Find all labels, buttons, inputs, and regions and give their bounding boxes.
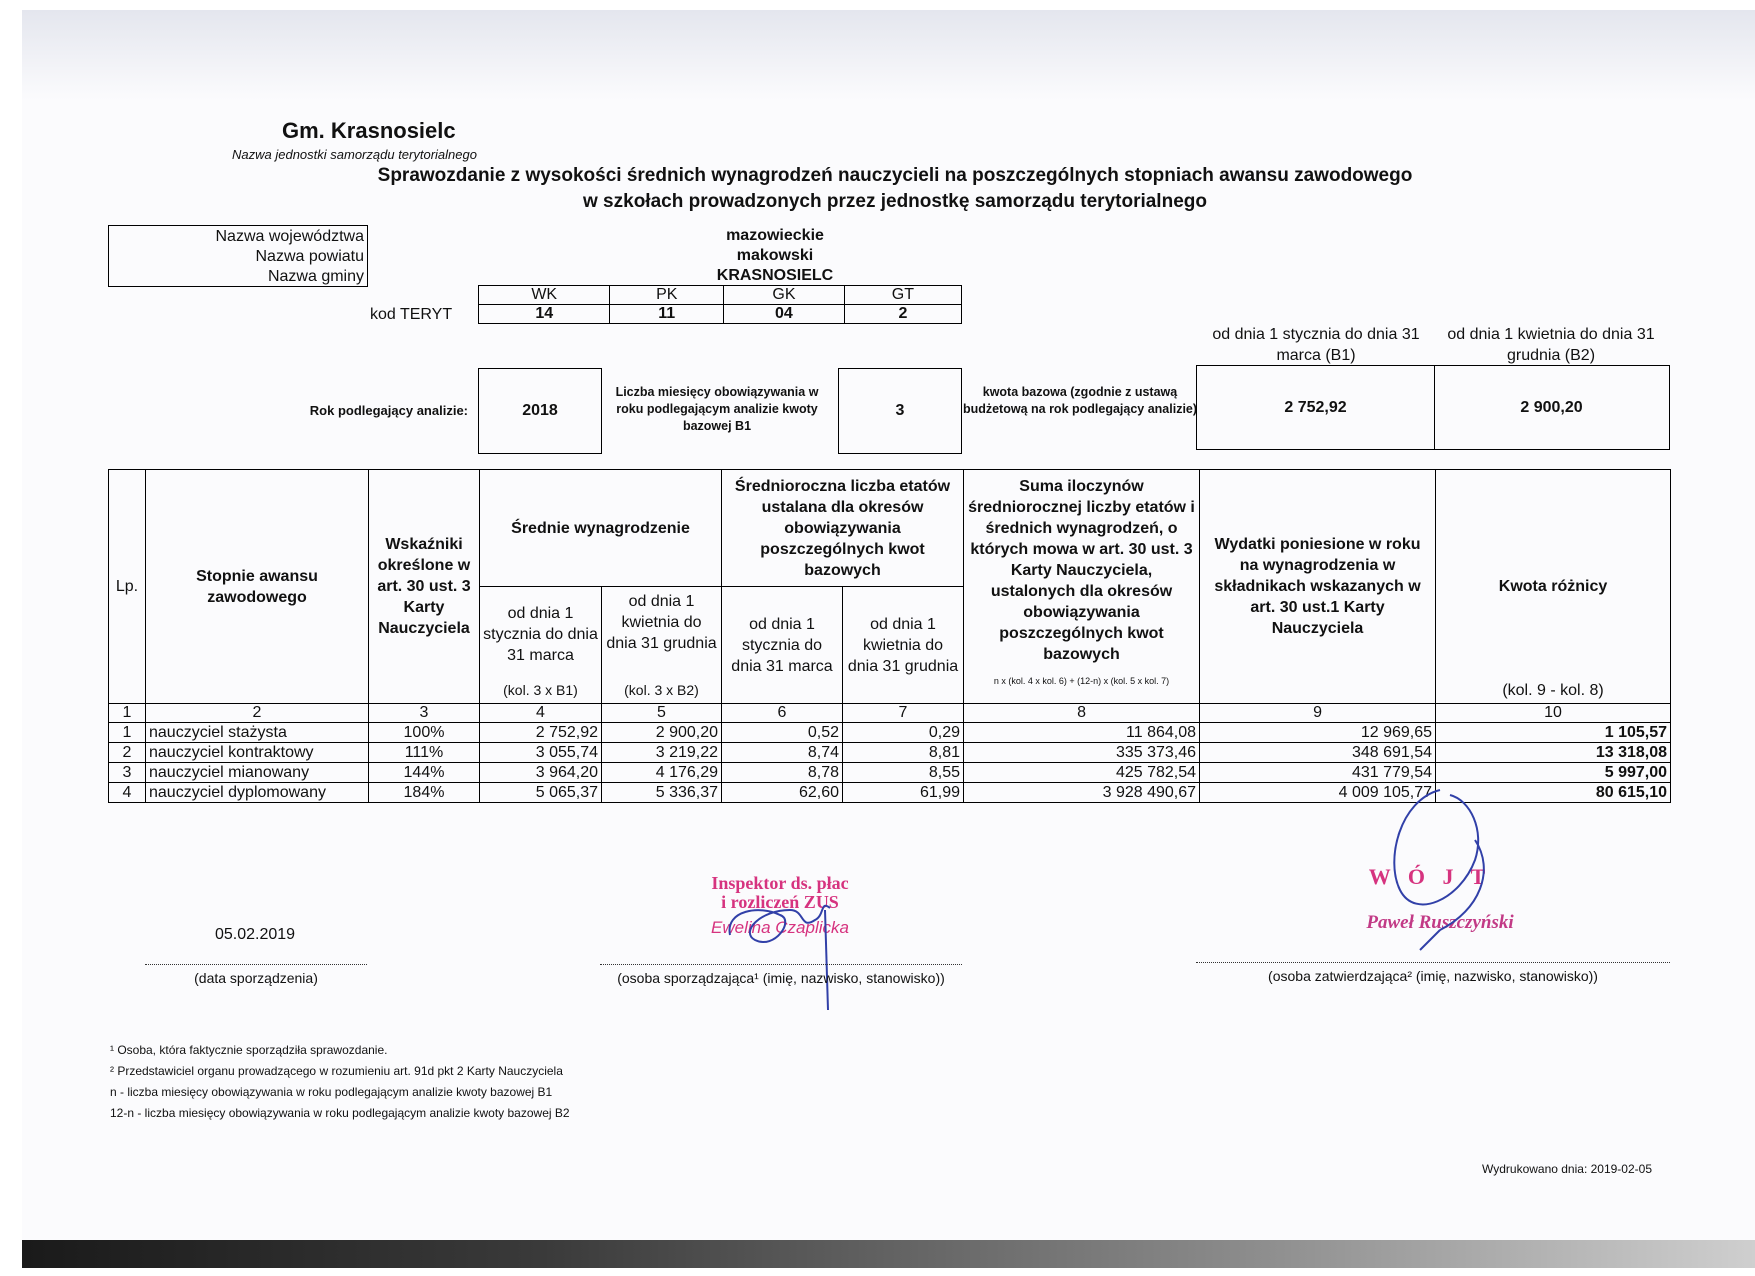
row-etaty-a: 62,60 bbox=[722, 783, 843, 803]
footnote-1: ¹ Osoba, która faktycznie sporządziła sprawozdanie. bbox=[110, 1043, 388, 1057]
col-number: 10 bbox=[1436, 704, 1671, 723]
location-values bbox=[640, 226, 910, 286]
row-srednie-a: 2 752,92 bbox=[480, 723, 602, 743]
footnote-2: ² Przedstawiciel organu prowadzącego w rozumieniu art. 91d pkt 2 Karty Nauczyciela bbox=[110, 1064, 563, 1078]
header-srednie-b bbox=[602, 587, 722, 704]
teryt-header-pk: PK bbox=[610, 286, 724, 305]
header-kwota bbox=[1436, 470, 1671, 704]
col-number: 1 bbox=[109, 704, 146, 723]
county-label: Nazwa powiatu bbox=[255, 248, 364, 265]
teryt-value-gk: 04 bbox=[724, 305, 845, 324]
header-etaty-a: od dnia 1 stycznia do dnia 31 marca bbox=[722, 587, 843, 704]
row-suma: 11 864,08 bbox=[964, 723, 1200, 743]
row-wskaznik: 111% bbox=[369, 743, 480, 763]
date-label: (data sporządzenia) bbox=[194, 970, 318, 986]
teryt-label: kod TERYT bbox=[370, 306, 453, 323]
teryt-header-gk: GK bbox=[724, 286, 845, 305]
header-srednie-b-note: (kol. 3 x B2) bbox=[624, 682, 699, 698]
header-suma-note: n x (kol. 4 x kol. 6) + (12-n) x (kol. 5 x kol. 7) bbox=[993, 676, 1170, 686]
footnote-n: n - liczba miesięcy obowiązywania w roku podlegającym analizie kwoty bazowej B1 bbox=[110, 1085, 553, 1099]
row-suma: 335 373,46 bbox=[964, 743, 1200, 763]
voivodeship-label: Nazwa województwa bbox=[215, 228, 364, 245]
row-wydatki: 12 969,65 bbox=[1200, 723, 1436, 743]
row-suma: 425 782,54 bbox=[964, 763, 1200, 783]
row-srednie-a: 3 055,74 bbox=[480, 743, 602, 763]
row-srednie-a: 5 065,37 bbox=[480, 783, 602, 803]
salary-table bbox=[108, 469, 1671, 803]
row-srednie-b: 2 900,20 bbox=[602, 723, 722, 743]
scan-shade bbox=[22, 10, 1755, 100]
row-lp: 3 bbox=[109, 763, 146, 783]
teryt-header-wk: WK bbox=[479, 286, 610, 305]
footnote-12n: 12-n - liczba miesięcy obowiązywania w roku podlegającym analizie kwoty bazowej B2 bbox=[110, 1106, 570, 1120]
year-value: 2018 bbox=[478, 368, 602, 454]
scan-edge bbox=[22, 1240, 1755, 1268]
period2-label: od dnia 1 kwietnia do dnia 31 grudnia (B2) bbox=[1447, 326, 1655, 364]
header-etaty-b: od dnia 1 kwietnia do dnia 31 grudnia bbox=[843, 587, 964, 704]
row-srednie-b: 5 336,37 bbox=[602, 783, 722, 803]
footnotes bbox=[110, 1040, 570, 1124]
col-number: 4 bbox=[480, 704, 602, 723]
table-row bbox=[109, 743, 1671, 763]
teryt-value-gt: 2 bbox=[844, 305, 961, 324]
row-roznica: 5 997,00 bbox=[1436, 763, 1671, 783]
preparer-line bbox=[600, 964, 962, 965]
months-label: Liczba miesięcy obowiązywania w roku podlegającym analizie kwoty bazowej B1 bbox=[615, 385, 819, 433]
approver-line bbox=[1196, 962, 1670, 963]
header-srednie-a-text: od dnia 1 stycznia do dnia 31 marca bbox=[483, 605, 598, 664]
row-srednie-b: 4 176,29 bbox=[602, 763, 722, 783]
row-roznica: 80 615,10 bbox=[1436, 783, 1671, 803]
header-srednie-a bbox=[480, 587, 602, 704]
row-roznica: 13 318,08 bbox=[1436, 743, 1671, 763]
header-kwota-note: (kol. 9 - kol. 8) bbox=[1502, 682, 1604, 699]
teryt-table bbox=[478, 285, 962, 324]
b1-value: 2 752,92 bbox=[1197, 366, 1435, 449]
stamp-name: Ewelina Czaplicka bbox=[711, 918, 849, 937]
row-wskaznik: 144% bbox=[369, 763, 480, 783]
year-label: Rok podlegający analizie: bbox=[309, 403, 468, 418]
table-row bbox=[109, 723, 1671, 743]
header-srednie-b-text: od dnia 1 kwietnia do dnia 31 grudnia bbox=[606, 593, 717, 652]
teryt-value-pk: 11 bbox=[610, 305, 724, 324]
row-wskaznik: 100% bbox=[369, 723, 480, 743]
row-wydatki: 4 009 105,77 bbox=[1200, 783, 1436, 803]
stamp-line1: Inspektor ds. płac bbox=[711, 873, 849, 893]
stamp-line2: i rozliczeń ZUS bbox=[721, 892, 839, 912]
location-labels-box bbox=[108, 225, 368, 287]
row-name: nauczyciel stażysta bbox=[146, 723, 369, 743]
row-name: nauczyciel mianowany bbox=[146, 763, 369, 783]
col-number: 2 bbox=[146, 704, 369, 723]
row-lp: 4 bbox=[109, 783, 146, 803]
commune-value: KRASNOSIELC bbox=[716, 267, 834, 284]
row-name: nauczyciel dyplomowany bbox=[146, 783, 369, 803]
base-amount-label: kwota bazowa (zgodnie z ustawą budżetową na rok podlegający analizie) bbox=[962, 385, 1198, 416]
header-lp: Lp. bbox=[109, 470, 146, 704]
col-number: 6 bbox=[722, 704, 843, 723]
col-number: 7 bbox=[843, 704, 964, 723]
col-number: 5 bbox=[602, 704, 722, 723]
row-roznica: 1 105,57 bbox=[1436, 723, 1671, 743]
unit-name: Gm. Krasnosielc bbox=[282, 118, 456, 143]
printed-date: Wydrukowano dnia: 2019-02-05 bbox=[1482, 1162, 1652, 1176]
report-date: 05.02.2019 bbox=[215, 926, 296, 943]
teryt-value-wk: 14 bbox=[479, 305, 610, 324]
row-name: nauczyciel kontraktowy bbox=[146, 743, 369, 763]
header-wydatki: Wydatki poniesione w roku na wynagrodzenia w składnikach wskazanych w art. 30 ust.1 Karty Nauczyciela bbox=[1200, 470, 1436, 704]
row-etaty-a: 0,52 bbox=[722, 723, 843, 743]
row-etaty-b: 8,81 bbox=[843, 743, 964, 763]
row-srednie-a: 3 964,20 bbox=[480, 763, 602, 783]
period1-label: od dnia 1 stycznia do dnia 31 marca (B1) bbox=[1212, 326, 1420, 364]
row-etaty-a: 8,78 bbox=[722, 763, 843, 783]
row-lp: 2 bbox=[109, 743, 146, 763]
unit-label: Nazwa jednostki samorządu terytorialnego bbox=[232, 147, 477, 162]
voivodeship-value: mazowieckie bbox=[726, 227, 824, 244]
col-number: 3 bbox=[369, 704, 480, 723]
report-title-line2: w szkołach prowadzonych przez jednostkę samorządu terytorialnego bbox=[583, 191, 1207, 212]
row-wydatki: 431 779,54 bbox=[1200, 763, 1436, 783]
row-srednie-b: 3 219,22 bbox=[602, 743, 722, 763]
header-wskazniki: Wskaźniki określone w art. 30 ust. 3 Karty Nauczyciela bbox=[369, 470, 480, 704]
row-suma: 3 928 490,67 bbox=[964, 783, 1200, 803]
date-line bbox=[145, 964, 367, 965]
row-etaty-b: 0,29 bbox=[843, 723, 964, 743]
row-etaty-a: 8,74 bbox=[722, 743, 843, 763]
approver-label: (osoba zatwierdzająca² (imię, nazwisko, stanowisko)) bbox=[1268, 968, 1598, 984]
base-amount-box bbox=[1196, 365, 1670, 450]
report-title-line1: Sprawozdanie z wysokości średnich wynagrodzeń nauczycieli na poszczególnych stopniach awansu zawodowego bbox=[377, 165, 1413, 186]
header-suma-text: Suma iloczynów średniorocznej liczby etatów i średnich wynagrodzeń, o których mowa w art. 30 ust. 3 Karty Nauczyciela, ustalonych dla okresów obowiązywania poszczególnych kwot bazowych bbox=[968, 478, 1195, 663]
col-number: 8 bbox=[964, 704, 1200, 723]
wojt-name: Paweł Ruszczyński bbox=[1366, 912, 1514, 933]
commune-label: Nazwa gminy bbox=[267, 268, 364, 285]
row-lp: 1 bbox=[109, 723, 146, 743]
preparer-label: (osoba sporządzająca¹ (imię, nazwisko, stanowisko)) bbox=[617, 970, 945, 986]
teryt-header-gt: GT bbox=[844, 286, 961, 305]
row-wydatki: 348 691,54 bbox=[1200, 743, 1436, 763]
row-etaty-b: 8,55 bbox=[843, 763, 964, 783]
header-etaty: Średnioroczna liczba etatów ustalana dla okresów obowiązywania poszczególnych kwot bazowych bbox=[722, 470, 964, 587]
approver-signature bbox=[1380, 780, 1510, 960]
header-stopnie: Stopnie awansu zawodowego bbox=[146, 470, 369, 704]
col-number: 9 bbox=[1200, 704, 1436, 723]
header-srednie-a-note: (kol. 3 x B1) bbox=[503, 682, 578, 698]
county-value: makowski bbox=[736, 247, 814, 264]
header-suma bbox=[964, 470, 1200, 704]
row-wskaznik: 184% bbox=[369, 783, 480, 803]
row-etaty-b: 61,99 bbox=[843, 783, 964, 803]
months-value: 3 bbox=[838, 368, 962, 454]
header-srednie: Średnie wynagrodzenie bbox=[480, 470, 722, 587]
wojt-title: W Ó J T bbox=[1368, 864, 1492, 889]
b2-value: 2 900,20 bbox=[1520, 399, 1583, 416]
preparer-signature bbox=[720, 880, 890, 1020]
header-kwota-text: Kwota różnicy bbox=[1498, 578, 1608, 595]
